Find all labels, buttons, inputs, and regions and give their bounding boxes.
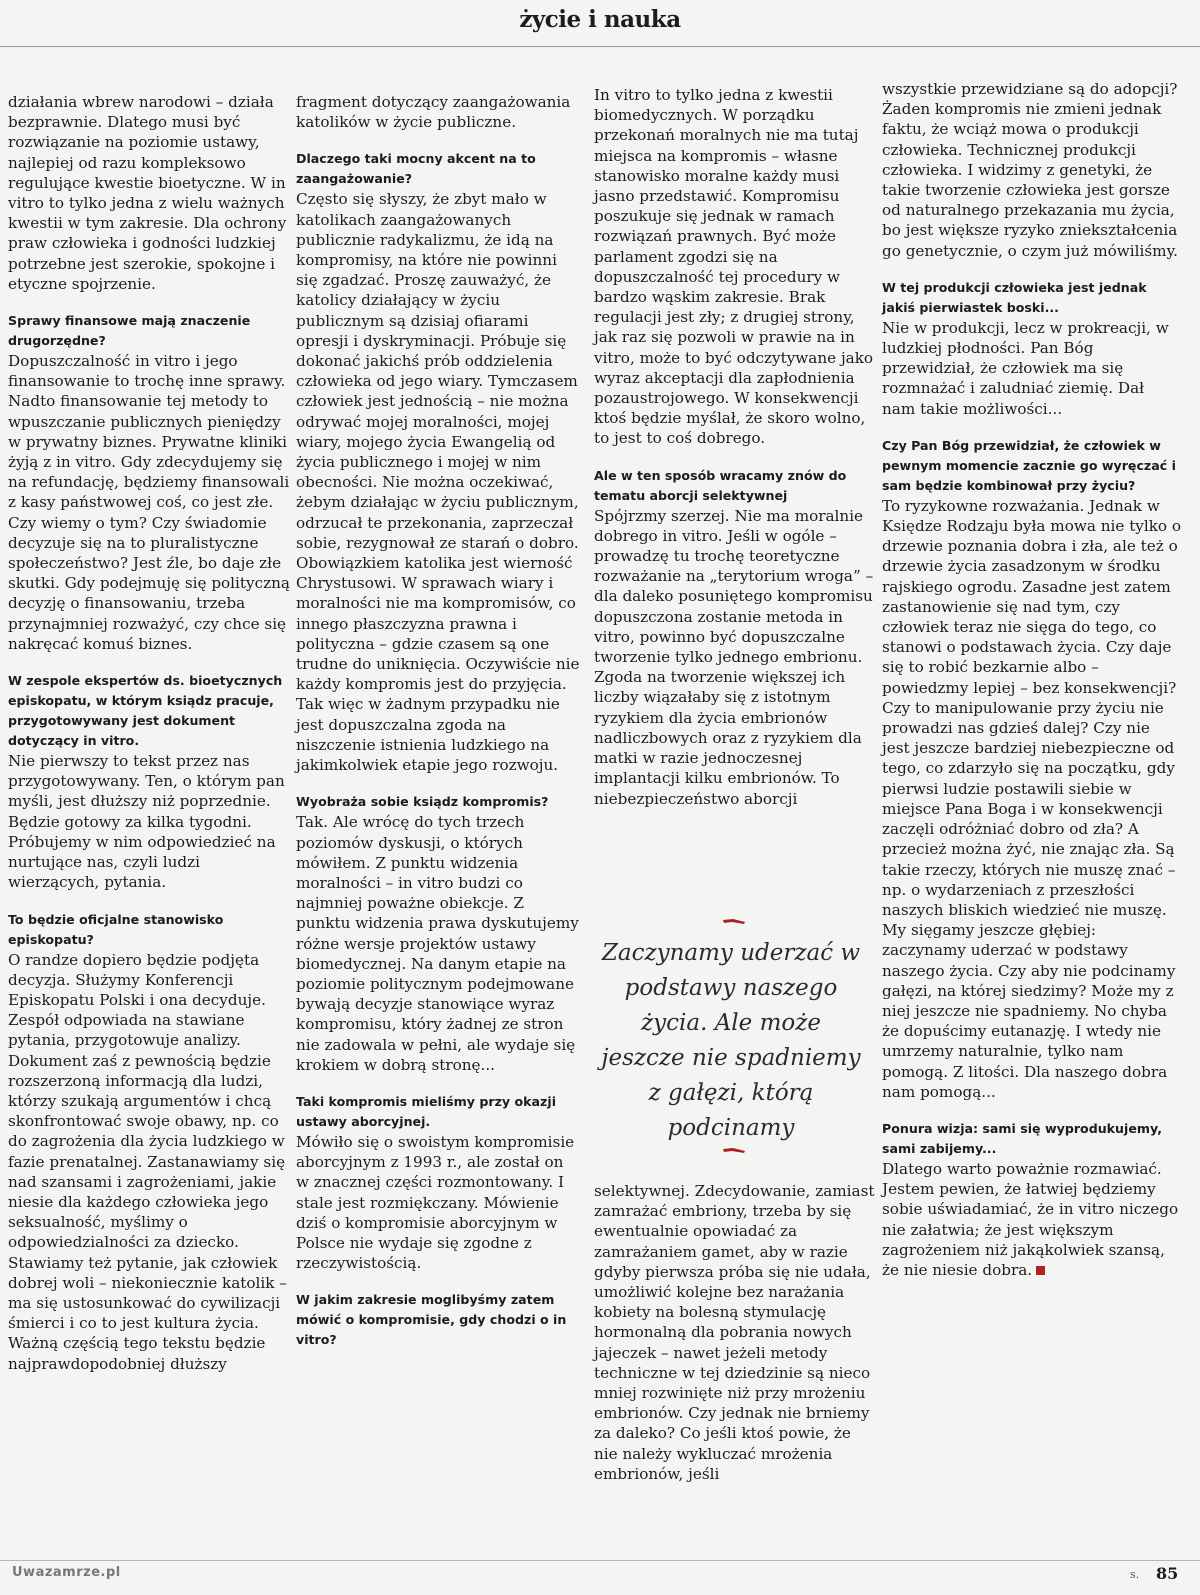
interview-answer: Nie w produkcji, lecz w prokreacji, w ludzkiej płodności. Pan Bóg przewidział, że człowiek ma się rozmnażać i zaludniać ziemię. Dał nam takie możliwości... bbox=[882, 318, 1169, 418]
interview-question: Taki kompromis mieliśmy przy okazji ustawy aborcyjnej. bbox=[296, 1093, 557, 1129]
interview-answer: Spójrzmy szerzej. Nie ma moralnie dobrego in vitro. Jeśli w ogóle – prowadzę tu trochę teoretyczne rozważanie na „terytorium wroga” – dla daleko posuniętego kompromisu dopuszczona zostanie metoda in vitro, powinno być dopuszczalne tworzenie tylko jednego embrionu. Zgoda na tworzenie większej ich liczby wiązałaby się z istotnym ryzykiem dla życia embrionów nadliczbowych oraz z ryzykiem dla matki w razie jednoczesnej implantacji kilku embrionów. To niebezpieczeństwo aborcji bbox=[594, 506, 874, 808]
interview-answer: O randze dopiero będzie podjęta decyzja. Służymy Konferencji Episkopatu Polski i ona decyduje. Zespół odpowiada na stawiane pytania, przygotowuje analizy. Dokument zaś z pewnością będzie rozszerzoną informacją dla ludzi, którzy szukają argumentów i chcą skonfrontować swoje obawy, np. co do zagrożenia dla życia ludzkiego w fazie prenatalnej. Zastanawiamy się nad szansami i zagrożeniami, jakie niesie dla każdego człowieka jego seksualność, myślimy o odpowiedzialności za dziecko. Stawiamy też pytanie, jak człowiek dobrej woli – niekoniecznie katolik – ma się ustosunkować do cywilizacji śmierci i co to jest kultura życia. Ważną częścią tego tekstu będzie najprawdopodobniej dłuższy bbox=[8, 950, 287, 1373]
interview-question: Czy Pan Bóg przewidział, że człowiek w pewnym momencie zacznie go wyręczać i sam będzie kombinował przy życiu? bbox=[882, 437, 1176, 493]
interview-question: W tej produkcji człowieka jest jednak jakiś pierwiastek boski... bbox=[882, 279, 1147, 315]
column-4 bbox=[882, 79, 1182, 1280]
interview-question: Dlaczego taki mocny akcent na to zaangażowanie? bbox=[296, 151, 536, 187]
footer-divider bbox=[0, 1560, 1200, 1561]
interview-answer: Tak. Ale wrócę do tych trzech poziomów dyskusji, o których mówiłem. Z punktu widzenia moralności – in vitro budzi co najmniej poważne obiekcje. Z punktu widzenia prawa dyskutujemy różne wersje projektów ustawy biomedycznej. Na danym etapie na poziomie politycznym podejmowane bywają decyzje stanowiące wyraz kompromisu, który żadnej ze stron nie zadowala w pełni, ale wydaje się krokiem w dobrą stronę... bbox=[296, 813, 579, 1074]
interview-question: Wyobraża sobie ksiądz kompromis? bbox=[296, 794, 549, 810]
interview-question: W jakim zakresie moglibyśmy zatem mówić o kompromisie, gdy chodzi o in vitro? bbox=[296, 1292, 567, 1348]
interview-answer: To ryzykowne rozważania. Jednak w Księdze Rodzaju była mowa nie tylko o drzewie poznania dobra i zła, ale też o drzewie życia zasadzonym w środku rajskiego ogrodu. Zasadne jest zatem zastanowienie się nad tym, czy człowiek teraz nie sięga do tego, co stanowi o podstawach życia. Czy daje się to robić bezkarnie albo – powiedzmy lepiej – bez konsekwencji? Czy to manipulowanie przy życiu nie prowadzi nas gdzieś dalej? Czy nie jest jeszcze bardziej niebezpieczne od tego, co zdarzyło się na początku, gdy pierwsi ludzie postawili siebie w miejsce Pana Boga i w konsekwencji zaczęli odróżniać dobro od zła? A przecież można żyć, nie znając zła. Są takie rzeczy, których nie muszę znać – np. o wydarzeniach z przeszłości naszych bliskich wiedzieć nie muszę. My sięgamy jeszcze głębiej: zaczynamy uderzać w podstawy naszego życia. Czy aby nie podcinamy gałęzi, na której siedzimy? Może my z niej jeszcze nie spadniemy. No chyba że dopuścimy eutanazję. I wtedy nie umrzemy naturalnie, tylko nam pomogą. Z litości. Dla naszego dobra nam pomogą... bbox=[882, 496, 1182, 1101]
header-divider bbox=[0, 46, 1200, 47]
interview-answer: wszystkie przewidziane są do adopcji? Żaden kompromis nie zmieni jednak faktu, że wciąż mowa o produkcji człowieka. Technicznej produkcji człowieka. I widzimy z genetyki, że takie tworzenie człowieka jest gorsze od naturalnego przekazania mu życia, bo jest większe ryzyko zniekształcenia go genetycznie, o czym już mówiliśmy. bbox=[882, 80, 1178, 260]
quote-ornament-icon bbox=[723, 918, 745, 925]
interview-answer: Dopuszczalność in vitro i jego finansowanie to trochę inne sprawy. Nadto finansowanie tej metody to wpuszczanie publicznych pieniędzy w prywatny biznes. Prywatne kliniki żyją z in vitro. Gdy zdecydujemy się na refundację, będziemy finansowali z kasy państwowej coś, co jest złe. Czy wiemy o tym? Czy świadomie decyzuje się na to pluralistyczne społeczeństwo? Jest źle, bo daje złe skutki. Gdy podejmuję się polityczną decyzję o finansowaniu, trzeba przynajmniej rozważyć, czy chce się nakręcać komuś biznes. bbox=[8, 352, 290, 653]
interview-question: Sprawy finansowe mają znaczenie drugorzędne? bbox=[8, 313, 251, 349]
interview-answer: In vitro to tylko jedna z kwestii biomedycznych. W porządku przekonań moralnych nie ma tutaj miejsca na kompromis – własne stanowisko moralne każdy musi jasno przedstawić. Kompromisu poszukuje się jednak w ramach rozwiązań prawnych. Być może parlament zgodzi się na dopuszczalność tej procedury w bardzo wąskim zakresie. Brak regulacji jest zły; z drugiej strony, jak raz się pozwoli w prawie na in vitro, może to być odczytywane jako wyraz akceptacji dla zapłodnienia pozaustrojowego. W konsekwencji ktoś będzie myślał, że skoro wolno, to jest to coś dobrego. bbox=[594, 86, 874, 448]
column-1 bbox=[8, 92, 290, 1374]
column-3-bottom bbox=[594, 1181, 878, 1484]
interview-answer: fragment dotyczący zaangażowania katolików w życie publiczne. bbox=[296, 93, 571, 132]
footer-site[interactable]: Uwazamrze.pl bbox=[12, 1565, 121, 1580]
interview-answer: Nie pierwszy to tekst przez nas przygotowywany. Ten, o którym pan myśli, jest dłuższy niż poprzednie. Będzie gotowy za kilka tygodni. Próbujemy w nim odpowiedzieć na nurtujące nas, czyli ludzi wierzących, pytania. bbox=[8, 752, 285, 892]
interview-question: W zespole ekspertów ds. bioetycznych episkopatu, w którym ksiądz pracuje, przygotowywany jest dokument dotyczący in vitro. bbox=[8, 673, 283, 749]
interview-question: To będzie oficjalne stanowisko episkopatu? bbox=[8, 911, 224, 947]
column-3-top bbox=[594, 85, 878, 809]
interview-answer: Mówiło się o swoistym kompromisie aborcyjnym z 1993 r., ale został on w znacznej części rozmontowany. I stale jest rozmiękczany. Mówienie dziś o kompromisie aborcyjnym w Polsce nie wydaje się zgodne z rzeczywistością. bbox=[296, 1132, 575, 1273]
quote-ornament-icon bbox=[723, 1147, 745, 1154]
pull-quote: Zaczynamy uderzać w podstawy naszego życia. Ale może jeszcze nie spadniemy z gałęzi, którą podcinamy bbox=[601, 940, 861, 1141]
page-number: 85 bbox=[1156, 1564, 1179, 1583]
interview-answer: Dlatego warto poważnie rozmawiać. Jestem pewien, że łatwiej będziemy sobie uświadamiać, że in vitro niczego nie załatwia; że jest większym zagrożeniem niż jakąkolwiek szansą, że nie niesie dobra. bbox=[882, 1159, 1179, 1279]
section-title: życie i nauka bbox=[519, 6, 681, 33]
interview-answer: działania wbrew narodowi – działa bezprawnie. Dlatego musi być rozwiązanie na poziomie ustawy, najlepiej od razu kompleksowo regulujące kwestie bioetyczne. W in vitro to tylko jedna z wielu ważnych kwestii w tym zakresie. Dla ochrony praw człowieka i godności ludzkiej potrzebne jest szerokie, spokojne i etyczne spojrzenie. bbox=[8, 93, 287, 293]
interview-question: Ale w ten sposób wracamy znów do tematu aborcji selektywnej bbox=[594, 467, 847, 503]
article-end-icon bbox=[1036, 1266, 1045, 1275]
page-prefix: s. bbox=[1130, 1568, 1140, 1581]
interview-answer: selektywnej. Zdecydowanie, zamiast zamrażać embriony, trzeba by się ewentualnie opowiadać za zamrażaniem gamet, aby w razie gdyby pierwsza próba się nie udała, umożliwić kolejne bez narażania kobiety na bolesną stymulację hormonalną dla pobrania nowych jajeczek – nawet jeżeli metody techniczne w tej dziedzinie są nieco mniej rozwinięte niż przy mrożeniu embrionów. Czy jednak nie brniemy za daleko? Co jeśli ktoś powie, że nie należy wykluczać mrożenia embrionów, jeśli bbox=[594, 1182, 875, 1483]
column-2 bbox=[296, 92, 580, 1350]
interview-question: Ponura wizja: sami się wyprodukujemy, sami zabijemy... bbox=[882, 1120, 1163, 1156]
interview-answer: Często się słyszy, że zbyt mało w katolikach zaangażowanych publicznie radykalizmu, że idą na kompromisy, na które nie powinni się zgadzać. Proszę zauważyć, że katolicy działający w życiu publicznym są dzisiaj ofiarami opresji i dyskryminacji. Próbuje się dokonać jakichś prób oddzielenia człowieka od jego wiary. Tymczasem człowiek jest jednością – nie można odrywać mojej moralności, mojej wiary, mojego życia Ewangelią od życia publicznego i mojej w nim obecności. Nie można oczekiwać, żebym działając w życiu publicznym, odrzucał te przekonania, zaprzeczał sobie, rezygnował ze starań o dobro. Obowiązkiem katolika jest wierność Chrystusowi. W sprawach wiary i moralności nie ma kompromisów, co innego płaszczyzna prawna i polityczna – gdzie czasem są one trudne do uniknięcia. Oczywiście nie każdy kompromis jest do przyjęcia. Tak więc w żadnym przypadku nie jest dopuszczalna zgoda na niszczenie istnienia ludzkiego na jakimkolwiek etapie jego rozwoju. bbox=[296, 190, 580, 775]
